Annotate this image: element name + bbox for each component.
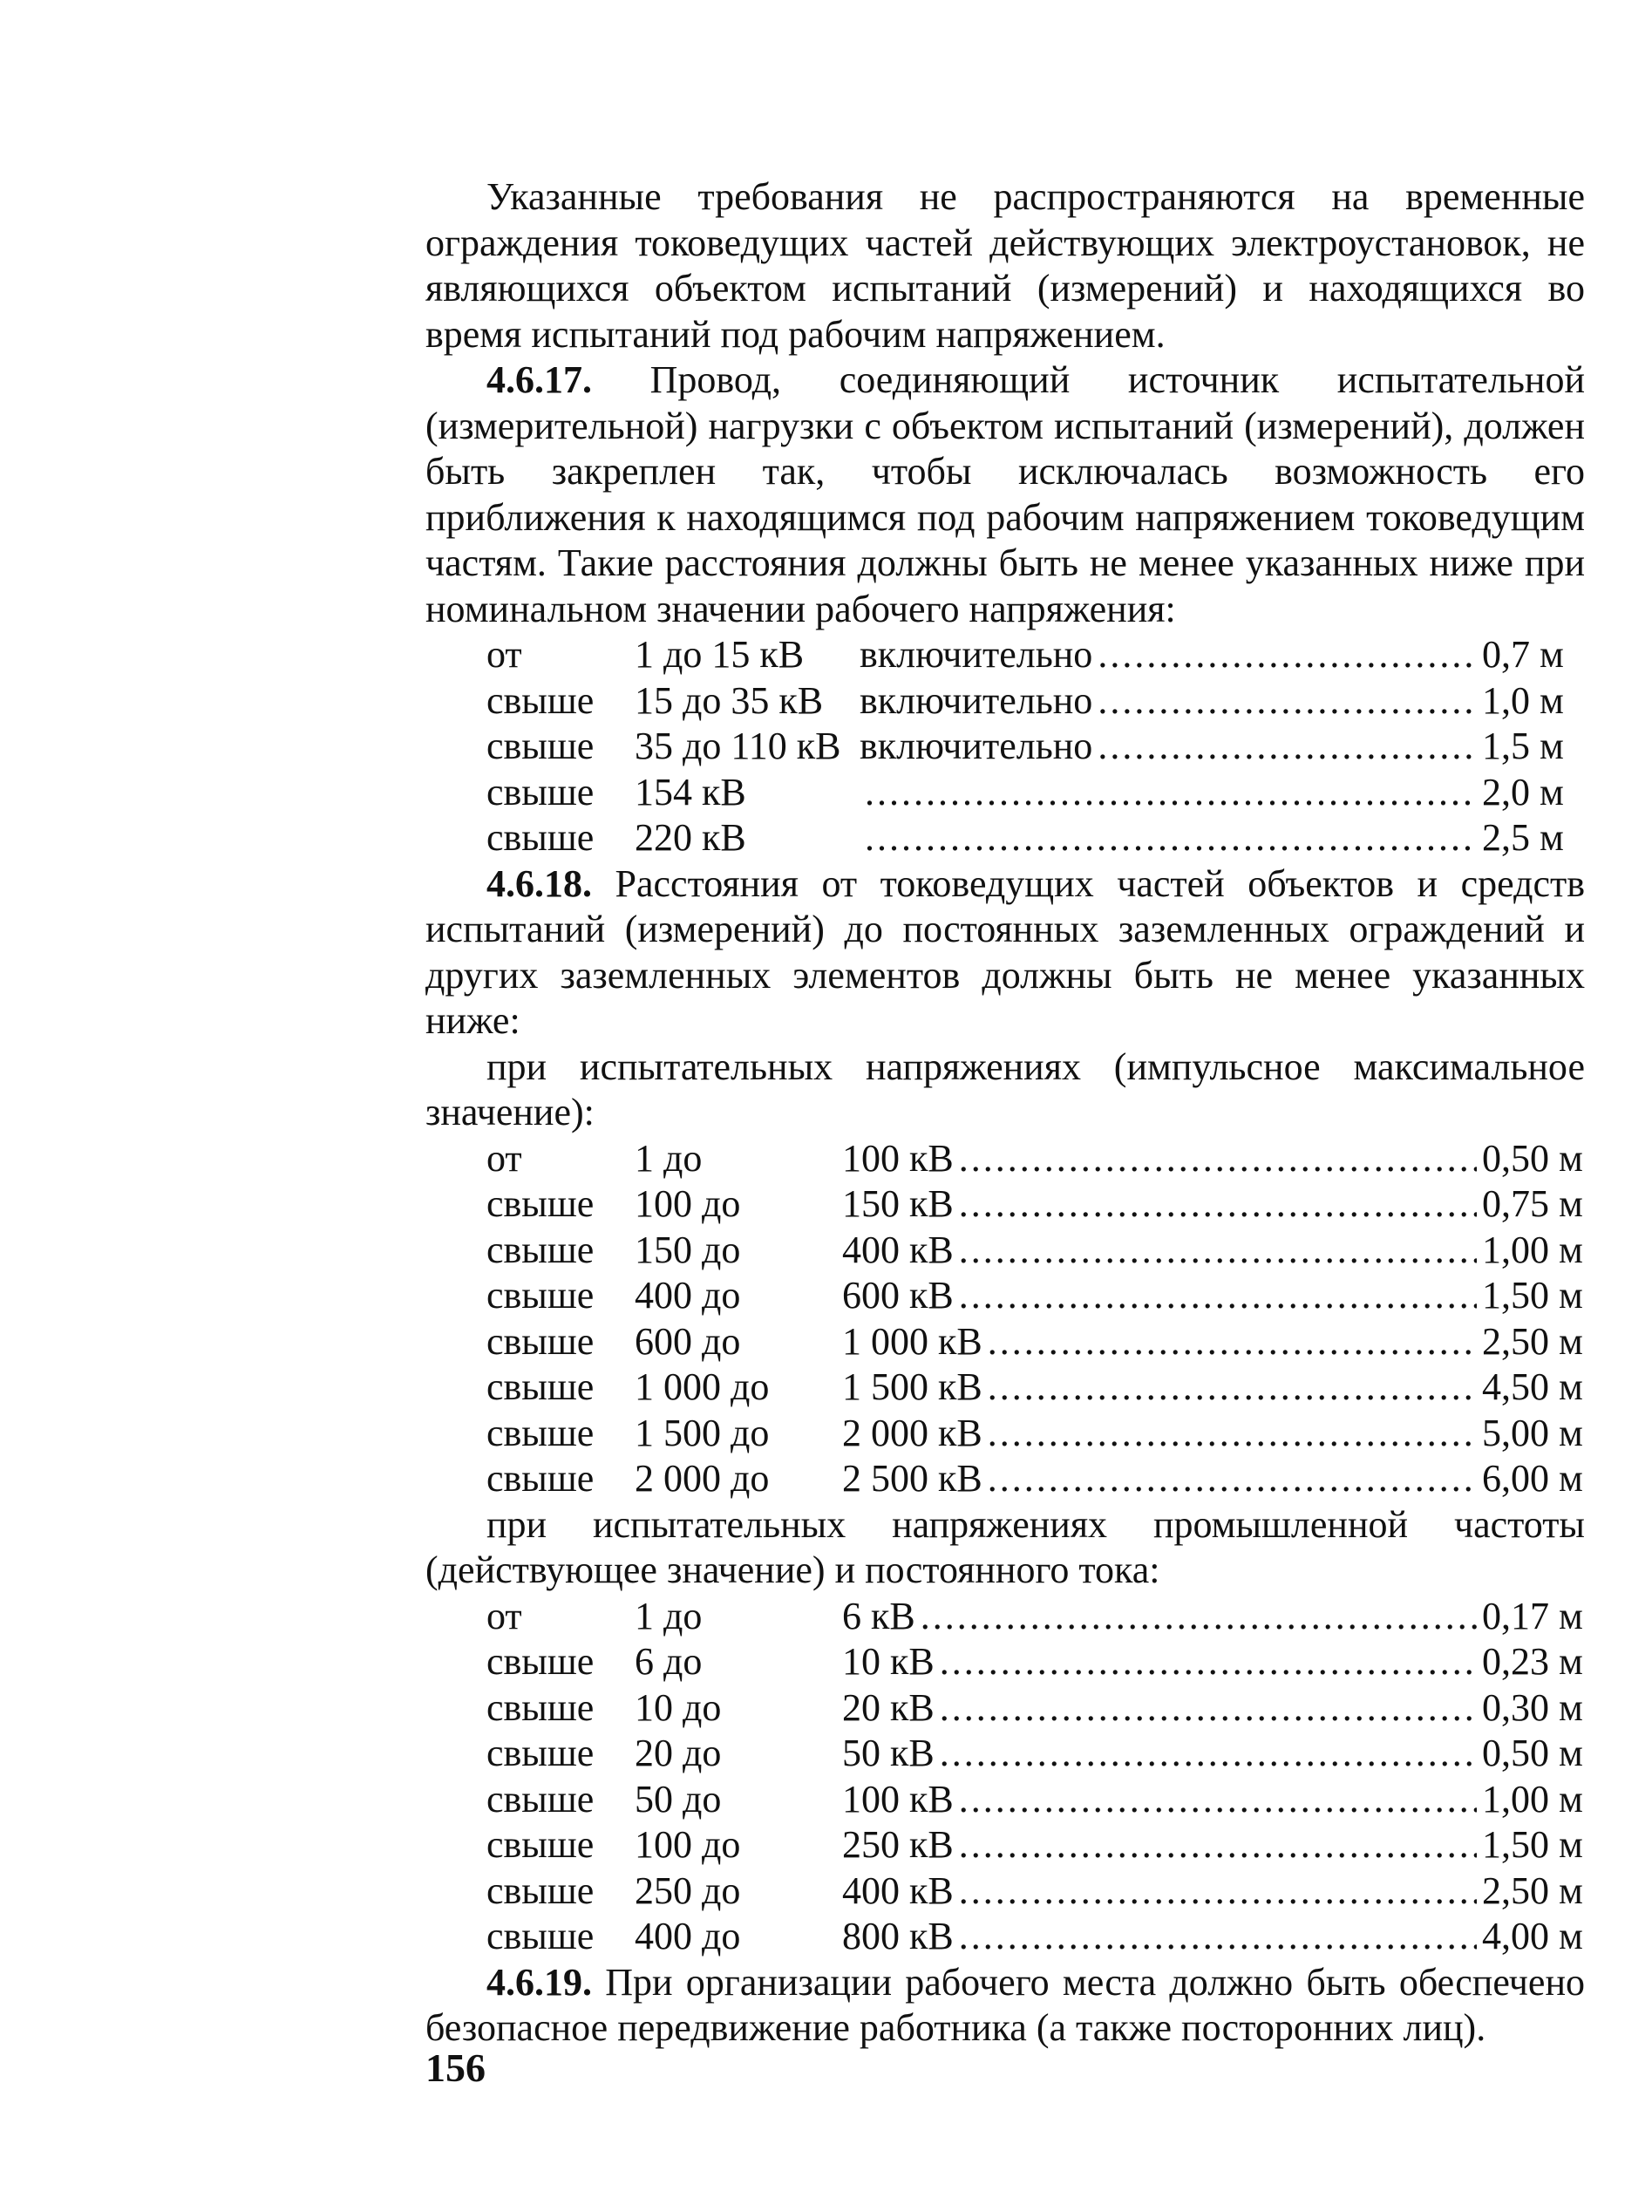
distance-table-impulse	[425, 1136, 1585, 1502]
section-text: Провод, соединяющий источник испытательной (измерительной) нагрузки с объектом испытаний (измерений), должен быть закреплен так, чтобы исключалась возможность его приближения к находящимся под рабочим напряжением токоведущим частям. Такие расстояния должны быть не менее указанных ниже при номинальном значении рабочего напряжения:	[425, 358, 1585, 630]
section-4-6-19	[425, 1960, 1585, 2052]
leader-dots	[988, 1319, 1477, 1365]
distance-table-frequency	[425, 1594, 1585, 1960]
paragraph-intro: Указанные требования не распространяются на временные ограждения токоведущих частей действующих электроустановок, не являющихся объектом испытаний (измерений) и находящихся во время испытаний под рабочим напряжением.	[425, 175, 1585, 356]
leader-dots	[959, 1228, 1477, 1274]
table-row: свыше 20 до 50 кВ ..... 0,50 м	[425, 1731, 1585, 1777]
body-text	[425, 174, 1585, 2052]
table-row: свыше 2 000 до 2 500 кВ ..... 6,00 м	[425, 1456, 1585, 1502]
leader-dots	[940, 1639, 1477, 1685]
table-row: свыше 1 000 до 1 500 кВ ..... 4,50 м	[425, 1365, 1585, 1411]
leader-dots	[959, 1273, 1477, 1319]
leader-dots	[959, 1914, 1477, 1960]
section-number: 4.6.18.	[486, 861, 592, 905]
leader-dots	[940, 1731, 1477, 1777]
leader-dots	[921, 1594, 1477, 1640]
table-row: свыше 400 до 800 кВ ..... 4,00 м	[425, 1914, 1585, 1960]
leader-dots	[1098, 724, 1477, 770]
table-row: от 1 до 6 кВ ..... 0,17 м	[425, 1594, 1585, 1640]
table-row: свыше 154 кВ ..... 2,0 м	[425, 770, 1585, 816]
table-row: свыше 1 500 до 2 000 кВ ..... 5,00 м	[425, 1411, 1585, 1457]
table-row: от 1 до 100 кВ ..... 0,50 м	[425, 1136, 1585, 1182]
leader-dots	[959, 1822, 1477, 1868]
impulse-intro: при испытательных напряжениях (импульсное максимальное значение):	[425, 1045, 1585, 1133]
section-text: Расстояния от токоведущих частей объектов и средств испытаний (измерений) до постоянных заземленных ограждений и других заземленных элементов должны быть не менее указанных ниже:	[425, 861, 1585, 1042]
leader-dots	[865, 815, 1477, 861]
leader-dots	[959, 1777, 1477, 1823]
table-row: свыше 10 до 20 кВ ..... 0,30 м	[425, 1685, 1585, 1732]
leader-dots	[865, 770, 1477, 816]
table-row: свыше 400 до 600 кВ ..... 1,50 м	[425, 1273, 1585, 1319]
table-row: свыше 150 до 400 кВ ..... 1,00 м	[425, 1228, 1585, 1274]
section-number: 4.6.17.	[486, 358, 592, 401]
table-row: свыше 100 до 150 кВ ..... 0,75 м	[425, 1181, 1585, 1228]
table-row: от 1 до 15 кВ включительно ..... 0,7 м	[425, 632, 1585, 678]
leader-dots	[959, 1868, 1477, 1915]
table-row: свыше 6 до 10 кВ ..... 0,23 м	[425, 1639, 1585, 1685]
leader-dots	[988, 1411, 1477, 1457]
section-number: 4.6.19.	[486, 1960, 592, 2004]
table-row: свыше 600 до 1 000 кВ ..... 2,50 м	[425, 1319, 1585, 1365]
distance-table-working-voltage	[425, 632, 1585, 861]
page-number: 156	[425, 2045, 486, 2090]
leader-dots	[940, 1685, 1477, 1732]
section-4-6-17	[425, 357, 1585, 632]
table-row: свыше 250 до 400 кВ ..... 2,50 м	[425, 1868, 1585, 1915]
leader-dots	[1098, 678, 1477, 725]
leader-dots	[1098, 632, 1477, 678]
leader-dots	[959, 1136, 1477, 1182]
frequency-intro: при испытательных напряжениях промышленной частоты (действующее значение) и постоянного тока:	[425, 1502, 1585, 1591]
table-row: свыше 50 до 100 кВ ..... 1,00 м	[425, 1777, 1585, 1823]
table-row: свыше 100 до 250 кВ ..... 1,50 м	[425, 1822, 1585, 1868]
table-row: свыше 220 кВ ..... 2,5 м	[425, 815, 1585, 861]
leader-dots	[988, 1456, 1477, 1502]
leader-dots	[959, 1181, 1477, 1228]
leader-dots	[988, 1365, 1477, 1411]
section-4-6-18	[425, 861, 1585, 1045]
section-text: При организации рабочего места должно быть обеспечено безопасное передвижение работника (а также посторонних лиц).	[425, 1960, 1585, 2049]
table-row: свыше 35 до 110 кВ включительно ..... 1,5 м	[425, 724, 1585, 770]
table-row: свыше 15 до 35 кВ включительно ..... 1,0 м	[425, 678, 1585, 725]
